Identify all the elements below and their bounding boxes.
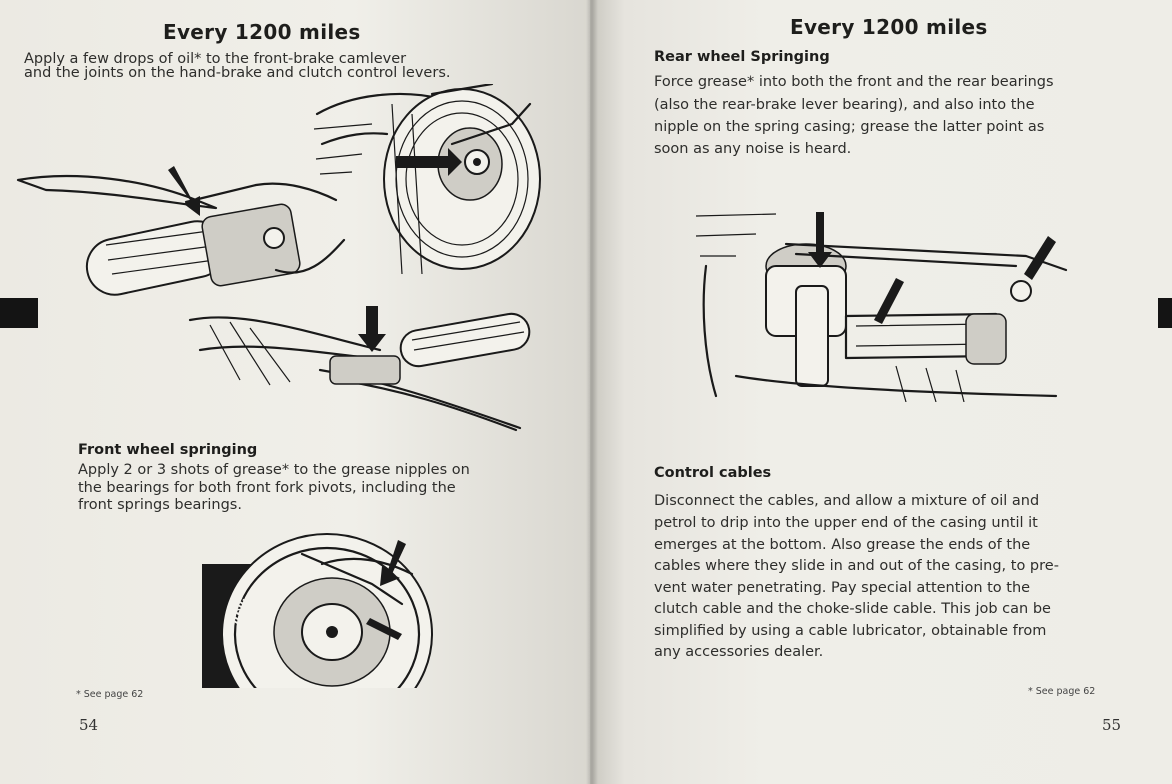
left-footnote: * See page 62 (76, 689, 144, 700)
thumb-index-mark-right (1158, 298, 1172, 328)
front-wheel-line-2: the bearings for both front fork pivots, including the (78, 480, 456, 496)
left-page-heading: Every 1200 miles (163, 20, 361, 44)
control-cables-line-4: cables where they slide in and out of the casing, to pre- (654, 558, 1059, 574)
control-cables-line-6: clutch cable and the choke-slide cable. This job can be (654, 601, 1051, 617)
clutch-lever-illustration (180, 300, 540, 432)
control-cables-line-7: simplified by using a cable lubricator, obtainable from (654, 623, 1047, 639)
tyre-brand-text: Pirelli (221, 595, 253, 634)
left-intro-line-1: Apply a few drops of oil* to the front-brake camlever (24, 51, 407, 67)
rear-wheel-springing-title: Rear wheel Springing (654, 49, 830, 65)
handbrake-lever-illustration (16, 160, 346, 308)
control-cables-line-1: Disconnect the cables, and allow a mixture of oil and (654, 493, 1040, 509)
right-page-heading: Every 1200 miles (790, 15, 988, 39)
right-footnote: * See page 62 (1028, 686, 1096, 697)
control-cables-line-3: emerges at the bottom. Also grease the ends of the (654, 537, 1031, 553)
front-wheel-springing-title: Front wheel springing (78, 442, 258, 458)
book-gutter (586, 0, 598, 784)
rear-wheel-line-2: (also the rear-brake lever bearing), and also into the (654, 97, 1035, 113)
control-cables-line-8: any accessories dealer. (654, 644, 824, 660)
rear-wheel-line-3: nipple on the spring casing; grease the latter point as (654, 119, 1045, 135)
left-page-number: 54 (79, 716, 99, 734)
front-wheel-springs-illustration (202, 514, 434, 688)
control-cables-line-2: petrol to drip into the upper end of the casing until it (654, 515, 1038, 531)
rear-suspension-illustration (696, 206, 1076, 402)
left-intro-line-2: and the joints on the hand-brake and clutch control levers. (24, 65, 451, 81)
control-cables-title: Control cables (654, 465, 772, 481)
right-page-number: 55 (1102, 716, 1122, 734)
rear-wheel-line-4: soon as any noise is heard. (654, 141, 852, 157)
control-cables-line-5: vent water penetrating. Pay special attention to the (654, 580, 1031, 596)
front-wheel-line-3: front springs bearings. (78, 497, 242, 513)
front-brake-drum-illustration (312, 84, 542, 276)
front-wheel-line-1: Apply 2 or 3 shots of grease* to the grease nipples on (78, 462, 470, 478)
rear-wheel-line-1: Force grease* into both the front and the rear bearings (654, 74, 1054, 90)
